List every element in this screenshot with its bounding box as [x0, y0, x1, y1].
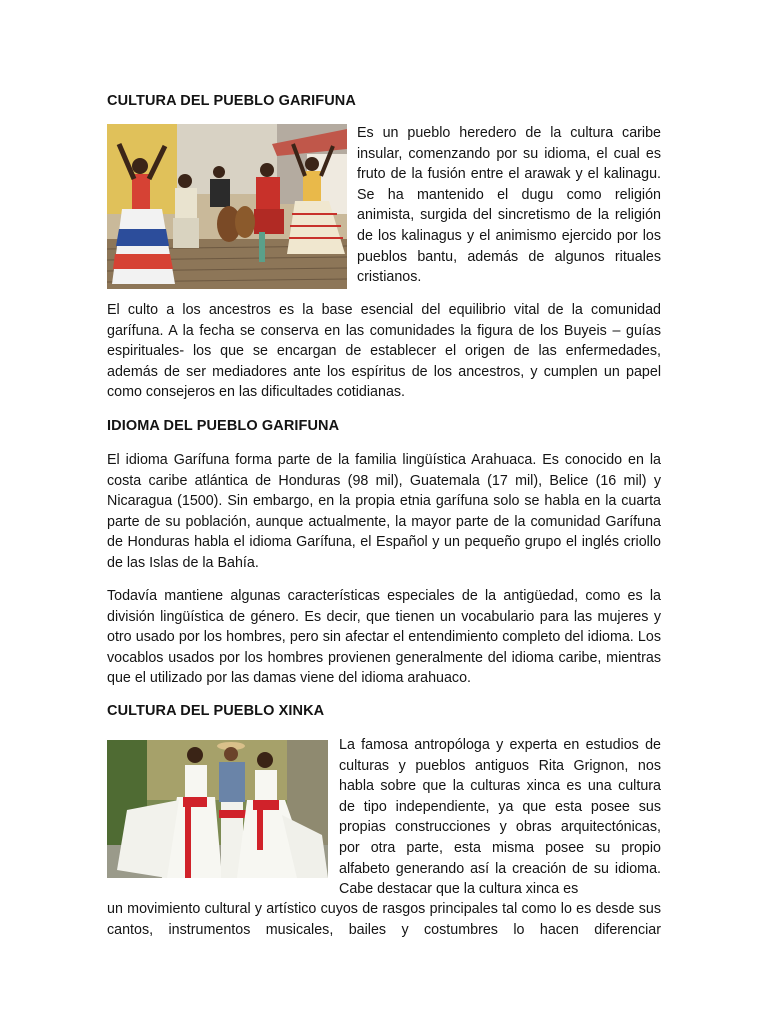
paragraph: Es un pueblo heredero de la cultura caribe insular, comenzando por su idioma, el cual es fruto de la fusión entre el arawak y el kalinagu. Se ha mantenido el dugu como religión animista, surgida del sincretismo de la religión de los kalinagus y el animismo ejercido por los pueblos bantu, además de algunos rituales cristianos. [357, 125, 661, 286]
photo-garifuna-musicians [107, 124, 347, 289]
paragraph: El culto a los ancestros es la base esencial del equilibrio vital de la comunidad garífuna. A la fecha se conserva en las comunidades la figura de los Buyeis – guías espirituales- los que se encargan de establecer el origen de las enfermedades, además de ser mediadores ante los espíritus de los ancestros, y cumplen un papel como consejeros en las dificultades cotidianas. [107, 302, 661, 401]
heading-garifuna-culture: CULTURA DEL PUEBLO GARIFUNA [107, 93, 356, 109]
paragraph: La famosa antropóloga y experta en estudios de culturas y pueblos antiguos Rita Grignon, nos habla sobre que la culturas xinca es una cultura de tipo independiente, ya que esta posee sus propias construcciones y obras arquitectónicas, por otra parte, esta misma posee su propio alfabeto generando así la creación de su idioma. Cabe destacar que la cultura xinca es [339, 737, 661, 898]
paragraph: Todavía mantiene algunas características especiales de la antigüedad, como es la división lingüística de género. Es decir, que tienen un vocabulario para las mujeres y otro usado por los hombres, pero sin afectar el entendimiento completo del idioma. Los vocablos usados por los hombres provienen generalmente del idioma caribe, mientras que el utilizado por las damas viene del idioma arahuaco. [107, 588, 661, 687]
paragraph: un movimiento cultural y artístico cuyos de rasgos principales tal como lo es desde sus cantos, instrumentos musicales, bailes y costumbres lo hacen diferenciar [107, 901, 661, 938]
paragraph: El idioma Garífuna forma parte de la familia lingüística Arahuaca. Es conocido en la costa caribe atlántica de Honduras (98 mil), Guatemala (17 mil), Belice (16 mil) y Nicaragua (1500). Sin embargo, en la propia etnia garífuna solo se habla en la cuarta parte de su población, aunque actualmente, la mayor parte de la comunidad Garífuna de Honduras habla el idioma Garífuna, el Español y un pequeño grupo el inglés criollo de las Islas de la Bahía. [107, 452, 661, 571]
photo-xinka-dancers [107, 740, 328, 878]
heading-xinka-culture: CULTURA DEL PUEBLO XINKA [107, 703, 325, 719]
heading-garifuna-language: IDIOMA DEL PUEBLO GARIFUNA [107, 418, 340, 434]
